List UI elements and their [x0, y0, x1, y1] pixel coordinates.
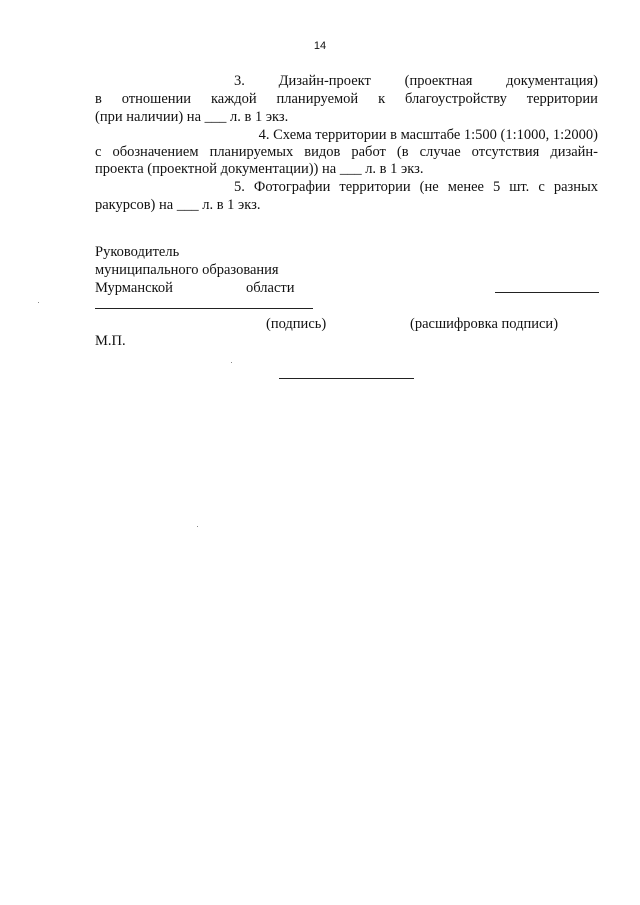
item5-word: 5.	[234, 179, 245, 195]
item4-line3: проекта (проектной документации)) на ___ л. в 1 экз.	[95, 161, 424, 177]
signatory-underline	[95, 308, 313, 309]
item3-line3: (при наличии) на ___ л. в 1 экз.	[95, 109, 289, 125]
item3-word: отношении	[121, 91, 192, 107]
item3-line2	[95, 90, 598, 108]
item3-word: в	[95, 91, 102, 107]
item5-word: разных	[553, 179, 598, 195]
item5-line2: ракурсов) на ___ л. в 1 экз.	[95, 197, 261, 213]
item3-word: благоустройству	[405, 91, 507, 107]
item3-number: 3.	[234, 73, 245, 89]
item3-word: к	[378, 91, 386, 107]
stamp-label: М.П.	[95, 333, 126, 349]
item4-word: работ	[351, 144, 386, 160]
item4-line2	[95, 143, 598, 161]
item4-line1: 4. Схема территории в масштабе 1:500 (1:1000, 1:2000)	[258, 127, 598, 143]
item4-word: обозначением	[112, 144, 199, 160]
end-divider	[279, 378, 414, 379]
page-number: 14	[313, 40, 327, 52]
item3-word: территории	[526, 91, 598, 107]
item5-word: менее	[447, 179, 484, 195]
item3-word: Дизайн-проект	[278, 73, 371, 89]
item4-word: отсутствия	[471, 144, 540, 160]
item4-word: планируемых	[209, 144, 294, 160]
item3-word: (проектная	[404, 73, 473, 89]
item4-word: видов	[304, 144, 341, 160]
signatory-title-line2: муниципального образования	[95, 262, 279, 278]
signatory-title-line3b: области	[246, 280, 295, 296]
item4-word: дизайн-	[550, 144, 598, 160]
decoding-caption: (расшифровка подписи)	[410, 316, 559, 332]
item5-line1	[234, 178, 598, 196]
item4-word: с	[95, 144, 102, 160]
item5-word: шт.	[509, 179, 530, 195]
item5-word: с	[538, 179, 545, 195]
decoding-blank-line	[495, 292, 599, 293]
scan-speck	[231, 362, 232, 363]
signatory-title-line3a: Мурманской	[95, 280, 173, 296]
item3-word: документация)	[506, 73, 598, 89]
item5-word: (не	[419, 179, 439, 195]
scan-speck	[197, 526, 198, 527]
item3-word: каждой	[210, 91, 257, 107]
item4-word: (в	[396, 144, 409, 160]
item5-word: 5	[492, 179, 501, 195]
item5-word: территории	[339, 179, 411, 195]
item4-word: случае	[419, 144, 461, 160]
signatory-title-line1: Руководитель	[95, 244, 180, 260]
scan-speck	[38, 302, 39, 303]
item3-line1	[234, 72, 598, 90]
item3-word: планируемой	[276, 91, 359, 107]
item5-word: Фотографии	[253, 179, 331, 195]
signature-caption: (подпись)	[266, 316, 327, 332]
